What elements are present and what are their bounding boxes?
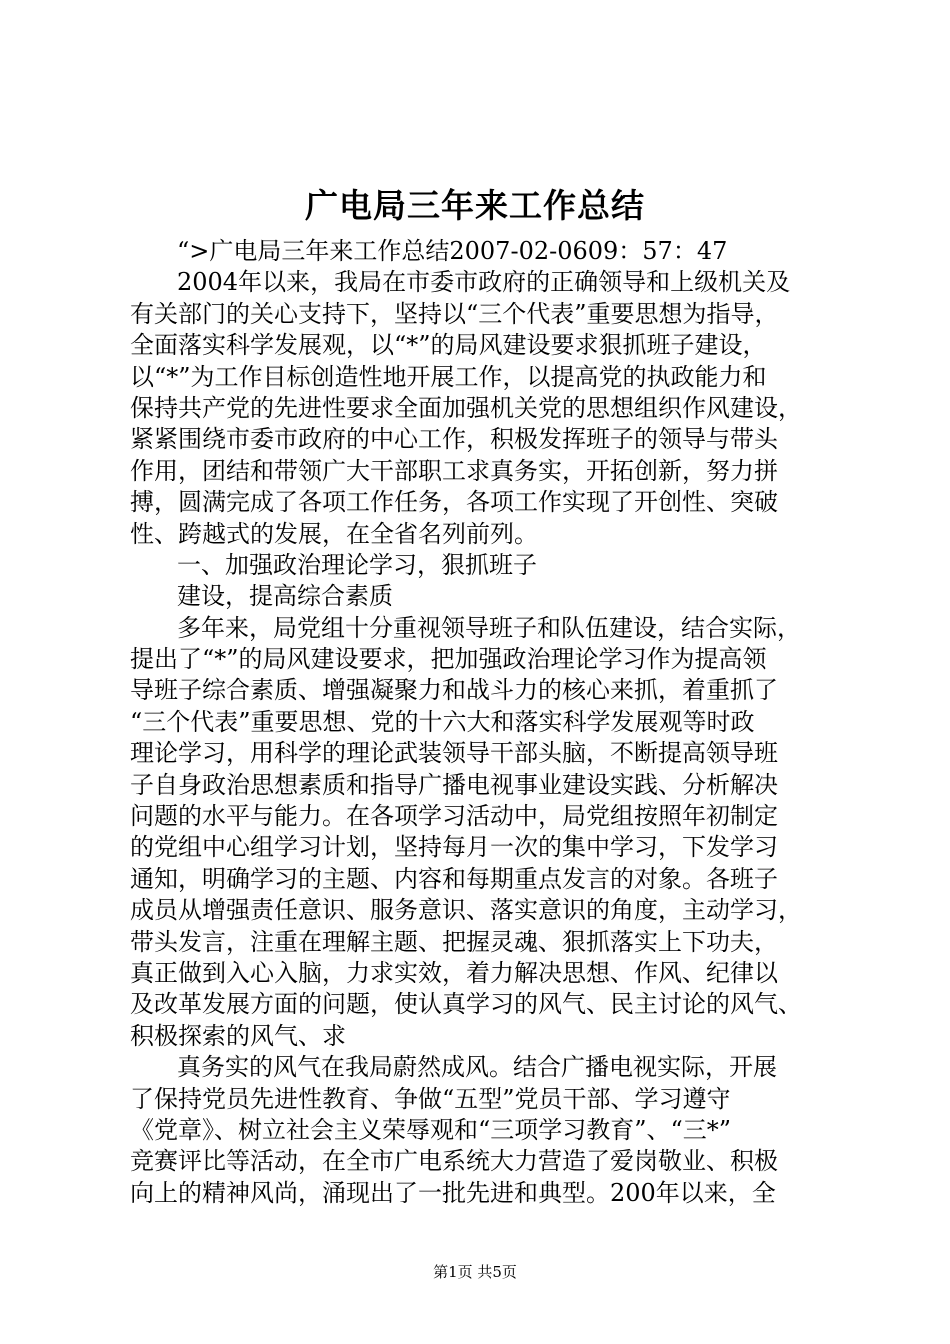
text-line: 成员从增强责任意识、服务意识、落实意识的角度，主动学习，	[130, 896, 802, 925]
text-line: 紧紧围绕市委市政府的中心工作，积极发挥班子的领导与带头	[130, 425, 778, 454]
text-line: 及改革发展方面的问题，使认真学习的风气、民主讨论的风气、	[130, 990, 802, 1019]
text-line: 真务实的风气在我局蔚然成风。结合广播电视实际，开展	[177, 1053, 777, 1082]
text-line: 提出了“*”的局风建设要求，把加强政治理论学习作为提高领	[130, 645, 767, 674]
text-line: 通知，明确学习的主题、内容和每期重点发言的对象。各班子	[130, 864, 778, 893]
text-line: 一、加强政治理论学习，狠抓班子	[177, 550, 537, 579]
text-line: 有关部门的关心支持下，坚持以“三个代表”重要思想为指导，	[130, 299, 779, 328]
text-line: 积极探索的风气、求	[130, 1021, 346, 1050]
text-line: 建设，提高综合素质	[177, 582, 393, 611]
text-line: 竞赛评比等活动，在全市广电系统大力营造了爱岗敬业、积极	[130, 1147, 778, 1176]
text-line: 的党组中心组学习计划，坚持每月一次的集中学习，下发学习	[130, 833, 778, 862]
text-line: “三个代表”重要思想、党的十六大和落实科学发展观等时政	[130, 707, 755, 736]
text-line: 真正做到入心入脑，力求实效，着力解决思想、作风、纪律以	[130, 958, 778, 987]
text-line: 向上的精神风尚，涌现出了一批先进和典型。200年以来，全	[130, 1178, 776, 1207]
text-line: 作用，团结和带领广大干部职工求真务实，开拓创新，努力拼	[130, 456, 778, 485]
text-line: 《党章》、树立社会主义荣辱观和“三项学习教育”、“三*”	[130, 1115, 732, 1144]
text-line: 保持共产党的先进性要求全面加强机关党的思想组织作风建设，	[130, 393, 802, 422]
text-line: 问题的水平与能力。在各项学习活动中，局党组按照年初制定	[130, 802, 778, 831]
text-line: 子自身政治思想素质和指导广播电视事业建设实践、分析解决	[130, 770, 778, 799]
text-line: 全面落实科学发展观，以“*”的局风建设要求狠抓班子建设，	[130, 331, 767, 360]
text-line: 性、跨越式的发展，在全省名列前列。	[130, 519, 538, 548]
text-line: 带头发言，注重在理解主题、把握灵魂、狠抓落实上下功夫，	[130, 927, 778, 956]
text-line: 多年来，局党组十分重视领导班子和队伍建设，结合实际，	[177, 613, 801, 642]
text-line: 2004年以来，我局在市委市政府的正确领导和上级机关及	[177, 268, 791, 297]
document-body	[130, 236, 830, 1209]
text-line: 了保持党员先进性教育、争做“五型”党员干部、学习遵守	[130, 1084, 731, 1113]
text-line: 以“*”为工作目标创造性地开展工作，以提高党的执政能力和	[130, 362, 767, 391]
page-number-footer: 第1页 共5页	[433, 1263, 517, 1281]
text-line: “>广电局三年来工作总结2007-02-0609：57：47	[177, 237, 728, 265]
document-title: 广电局三年来工作总结	[305, 186, 645, 225]
text-line: 理论学习，用科学的理论武装领导干部头脑，不断提高领导班	[130, 739, 778, 768]
text-line: 导班子综合素质、增强凝聚力和战斗力的核心来抓，着重抓了	[130, 676, 778, 705]
text-line: 搏，圆满完成了各项工作任务，各项工作实现了开创性、突破	[130, 488, 778, 517]
